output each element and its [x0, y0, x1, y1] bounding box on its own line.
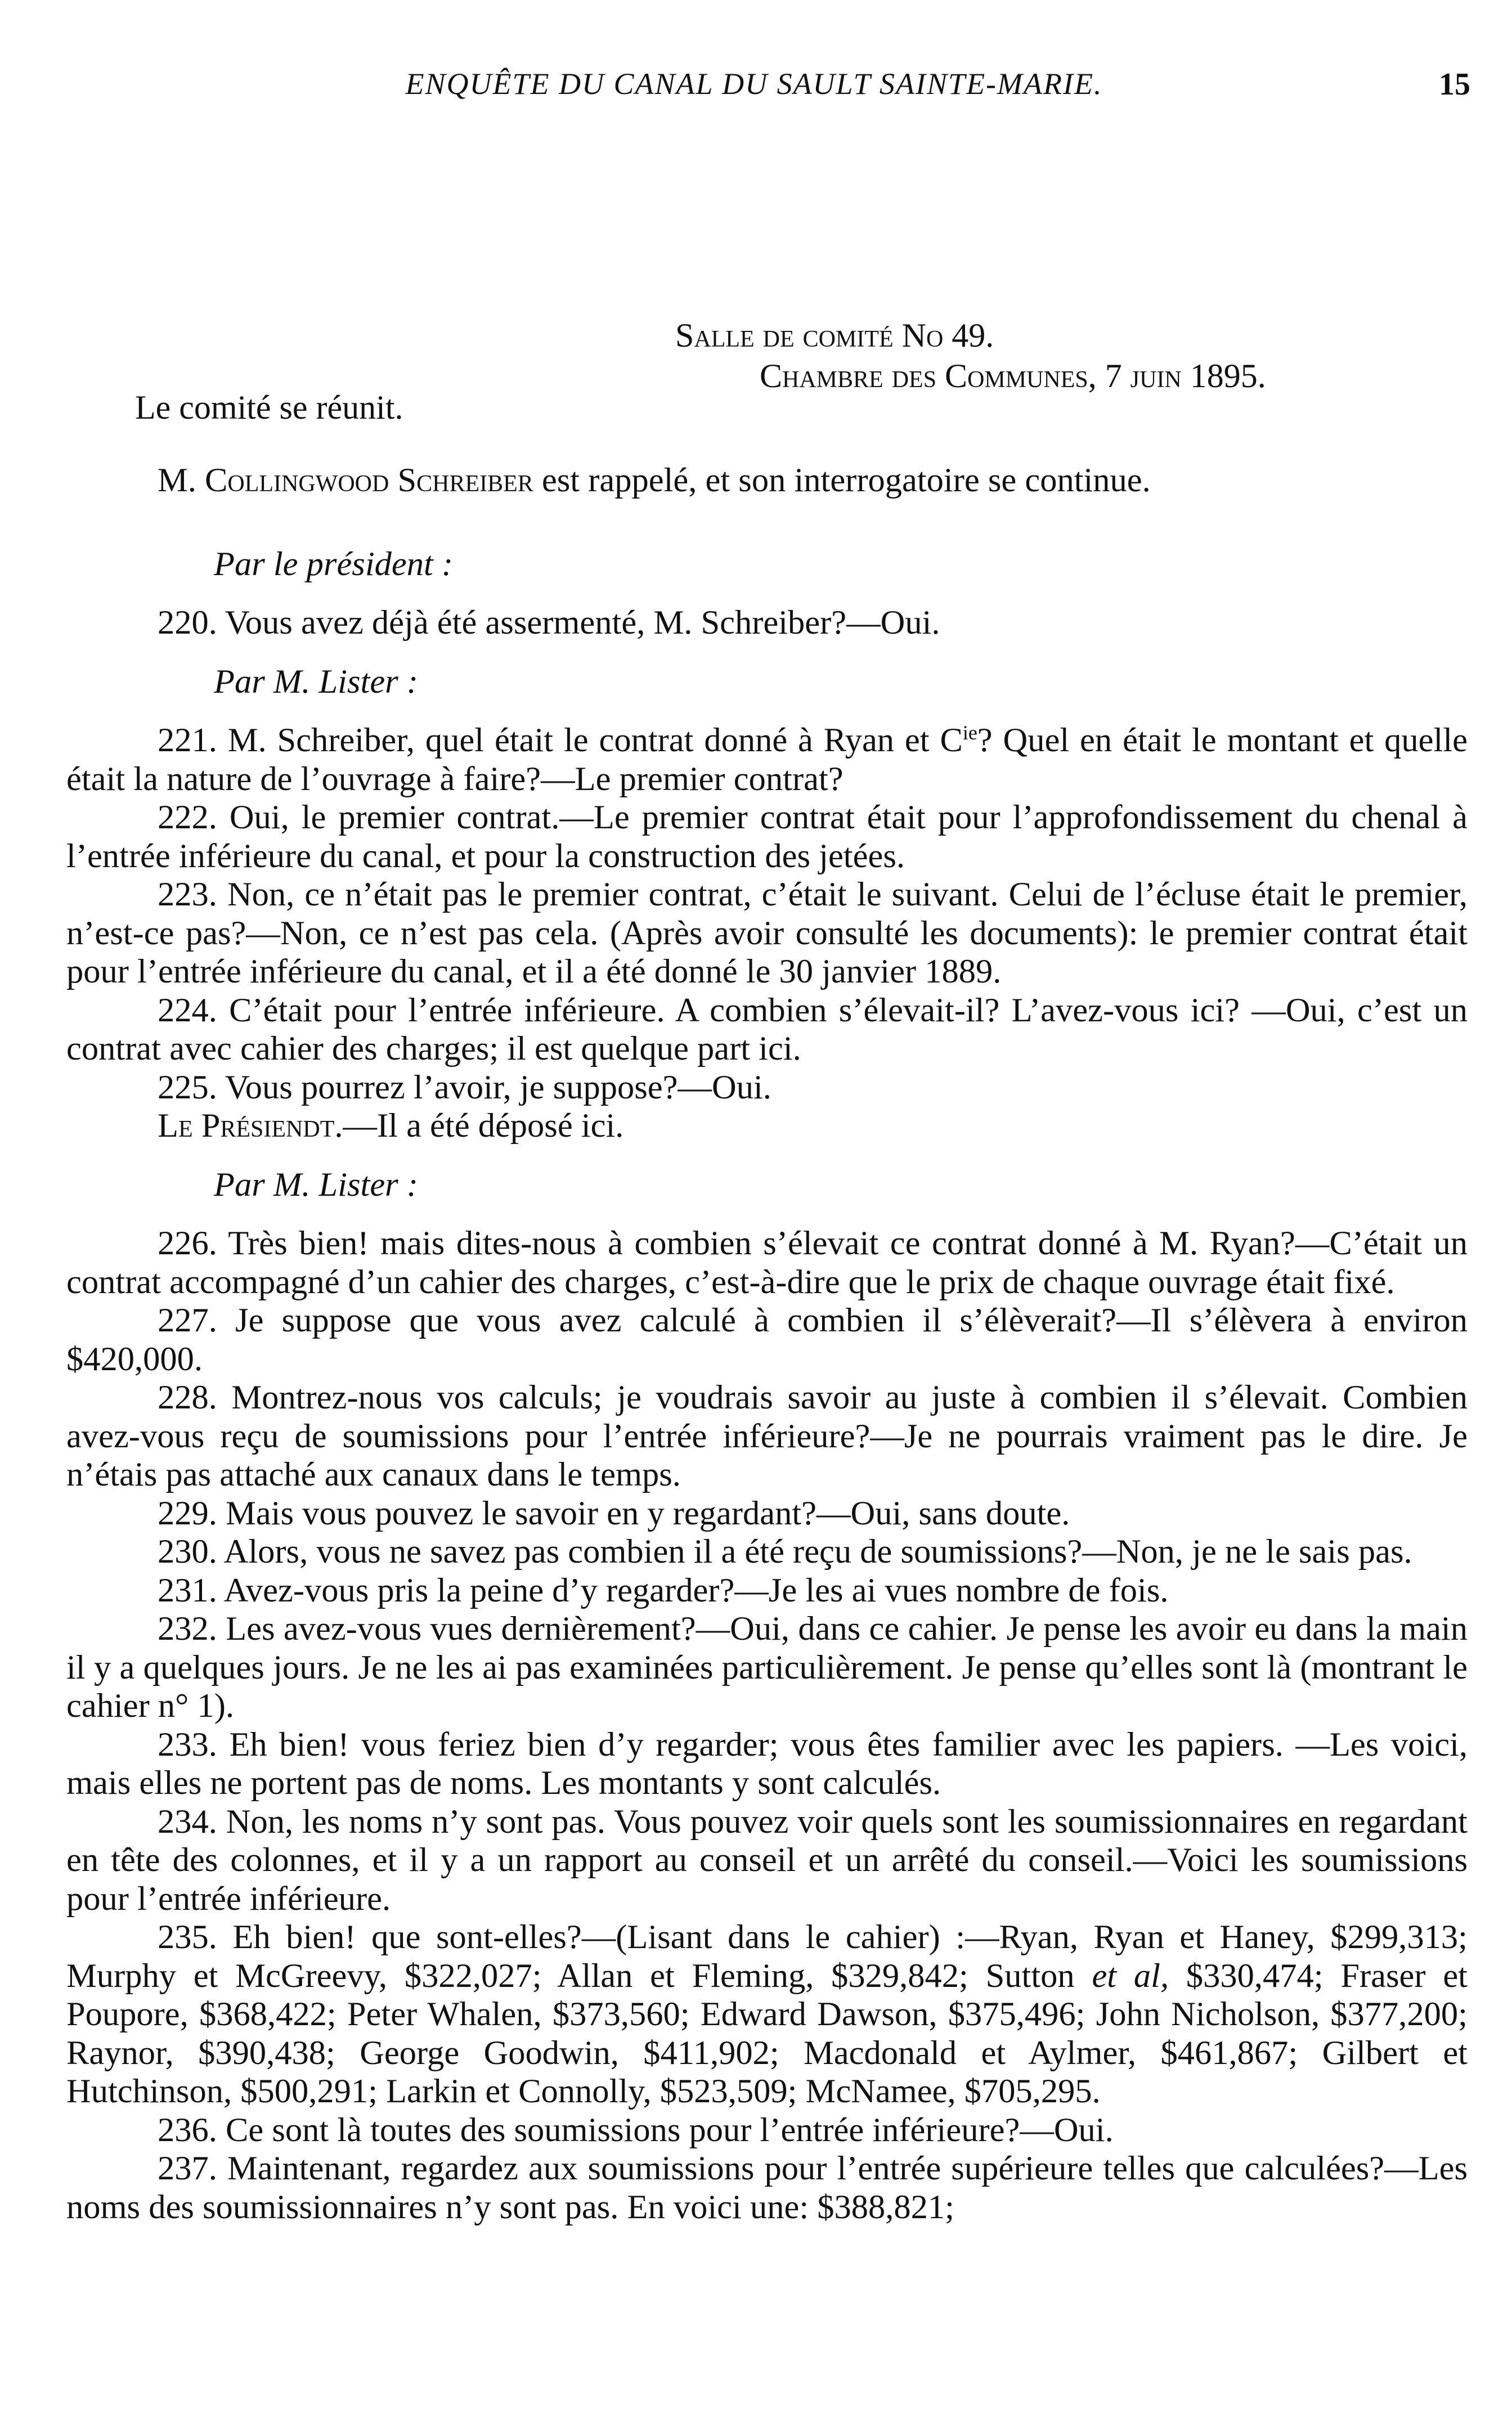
meeting-note: Le comité se réunit. [135, 389, 403, 426]
question-226: 226. Très bien! mais dites-nous à combien s’élevait ce contrat donné à M. Ryan?—C’était un contrat accompagné d’un cahier des charges, c’est-à-dire que le prix de chaque ouvrage était fixé. [66, 1224, 1468, 1301]
question-221 [66, 721, 1468, 798]
question-223: 223. Non, ce n’était pas le premier contrat, c’était le suivant. Celui de l’écluse était le premier, n’est-ce pas?—Non, ce n’est pas cela. (Après avoir consulté les documents): le premier contrat était pour l’entrée inférieure du canal, et il a été donné le 30 janvier 1889. [66, 876, 1468, 990]
intro-text: est rappelé, et son interrogatoire se continue. [533, 461, 1151, 499]
question-236: 236. Ce sont là toutes des soumissions pour l’entrée inférieure?—Oui. [158, 2111, 1114, 2149]
speaker-lister: Par M. Lister : [214, 662, 418, 701]
committee-room: Salle de comité No 49. [675, 317, 994, 354]
intro-paragraph [66, 461, 1468, 500]
question-237: 237. Maintenant, regardez aux soumissions pour l’entrée supérieure telles que calculées?—Les noms des soumissionnaires n’y sont pas. En voici une: $388,821; [66, 2150, 1468, 2226]
speaker-lister-2: Par M. Lister : [214, 1165, 418, 1204]
q235-part-a: 235. Eh bien! que sont-elles?—(Lisant dans le cahier) :—Ryan, Ryan et Haney, $299,313; Murphy et McGreevy, $322,027; Allan et Fleming, $329,842; Sutton [66, 1918, 1468, 1995]
q221-part-a: 221. M. Schreiber, quel était le contrat donné à Ryan et C [158, 721, 963, 759]
page-number: 15 [1439, 67, 1470, 102]
witness-name: M. Collingwood Schreiber [158, 461, 533, 499]
chamber-date: Chambre des Communes, 7 juin 1895. [760, 357, 1266, 394]
question-232: 232. Les avez-vous vues dernièrement?—Oui, dans ce cahier. Je pense les avoir eu dans la main il y a quelques jours. Je ne les ai pas examinées particulièrement. Je pense qu’elles sont là (montrant le cahier n° 1). [66, 1610, 1468, 1725]
question-229: 229. Mais vous pouvez le savoir en y regardant?—Oui, sans doute. [158, 1494, 1070, 1532]
question-220: 220. Vous avez déjà été assermenté, M. Schreiber?—Oui. [158, 604, 940, 641]
q221-superscript: ie [962, 721, 977, 744]
question-224: 224. C’était pour l’entrée inférieure. A combien s’élevait-il? L’avez-vous ici? —Oui, c’est un contrat avec cahier des charges; il est quelque part ici. [66, 991, 1468, 1067]
question-233: 233. Eh bien! vous feriez bien d’y regarder; vous êtes familier avec les papiers. —Les voici, mais elles ne portent pas de noms. Les montants y sont calculés. [66, 1725, 1468, 1802]
testimony-body [66, 461, 1468, 2227]
running-head: ENQUÊTE DU CANAL DU SAULT SAINTE-MARIE. [405, 67, 1103, 101]
speaker-president: Par le président : [214, 545, 454, 583]
q235-part-b: $330,474; Fraser et Poupore, $368,422; Peter Whalen, $373,560; Edward Dawson, $375,496; John Nicholson, $377,200; Raynor, $390,438; George Goodwin, $411,902; Macdonald et Aylmer, $461,867; Gilbert et Hutchinson, $500,291; Larkin et Connolly, $523,509; McNamee, $705,295. [66, 1957, 1468, 2110]
president-label: Le Présiendt. [158, 1107, 343, 1145]
question-230: 230. Alors, vous ne savez pas combien il a été reçu de soumissions?—Non, je ne le sais pas. [158, 1533, 1412, 1571]
question-228: 228. Montrez-nous vos calculs; je voudrais savoir au juste à combien il s’élevait. Combien avez-vous reçu de soumissions pour l’entrée inférieure?—Je ne pourrais vraiment pas le dire. Je n’étais pas attaché aux canaux dans le temps. [66, 1379, 1468, 1493]
question-227: 227. Je suppose que vous avez calculé à combien il s’élèverait?—Il s’élèvera à environ $420,000. [66, 1302, 1468, 1378]
venue-block [675, 315, 1266, 396]
q221-part-b: ? Quel en était le montant et quelle était la nature de l’ouvrage à faire?—Le premier contrat? [66, 721, 1468, 798]
question-231: 231. Avez-vous pris la peine d’y regarder?—Je les ai vues nombre de fois. [158, 1571, 1169, 1609]
question-222: 222. Oui, le premier contrat.—Le premier contrat était pour l’approfondissement du chenal à l’entrée inférieure du canal, et pour la construction des jetées. [66, 798, 1468, 875]
question-235 [66, 1918, 1468, 2111]
president-remark [66, 1107, 1468, 1146]
president-remark-text: —Il a été déposé ici. [343, 1107, 624, 1145]
question-225: 225. Vous pourrez l’avoir, je suppose?—Oui. [158, 1068, 771, 1106]
question-234: 234. Non, les noms n’y sont pas. Vous pouvez voir quels sont les soumissionnaires en regardant en tête des colonnes, et il y a un rapport au conseil et un arrêté du conseil.—Voici les soumissions pour l’entrée inférieure. [66, 1802, 1468, 1918]
q235-et-al: et al, [1092, 1957, 1169, 1995]
